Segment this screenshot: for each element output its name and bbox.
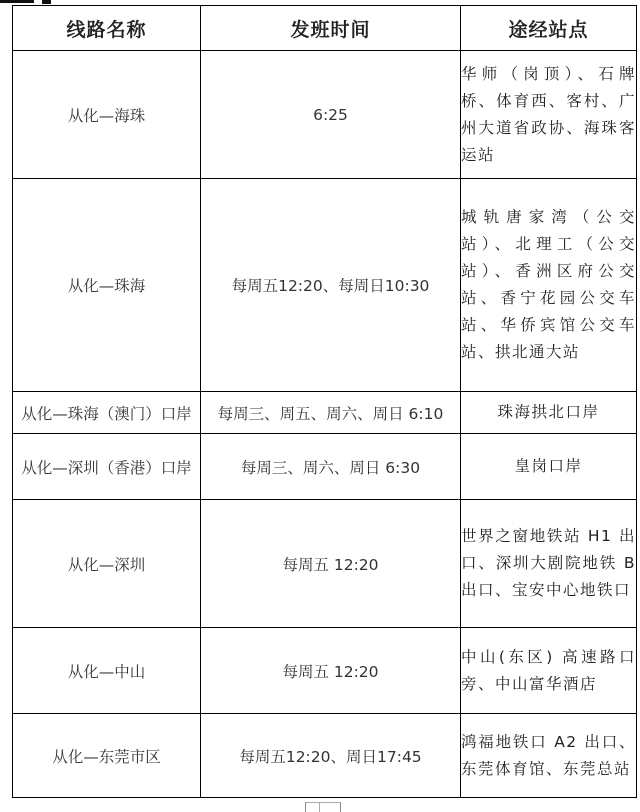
stops-cell: 世界之窗地铁站 H1 出口、深圳大剧院地铁 B 出口、宝安中心地铁口: [461, 500, 637, 628]
route-name-cell: 从化—中山: [13, 628, 201, 714]
route-name-cell: 从化—海珠: [13, 51, 201, 179]
table-header-row: [13, 6, 637, 51]
route-name-cell: 从化—深圳: [13, 500, 201, 628]
route-name-cell: 从化—东莞市区: [13, 714, 201, 798]
route-name-cell: 从化—珠海（澳门）口岸: [13, 392, 201, 434]
header-route-name: 线路名称: [13, 6, 201, 51]
schedule-cell: 每周五 12:20: [201, 500, 461, 628]
schedule-cell: 每周三、周五、周六、周日 6:10: [201, 392, 461, 434]
stops-cell: 鸿福地铁口 A2 出口、东莞体育馆、东莞总站: [461, 714, 637, 798]
top-edge-mark-left: [0, 0, 34, 3]
schedule-cell: 6:25: [201, 51, 461, 179]
schedule-cell: 每周五12:20、周日17:45: [201, 714, 461, 798]
stops-cell: 珠海拱北口岸: [461, 392, 637, 434]
route-name-cell: 从化—珠海: [13, 179, 201, 392]
table-row: [13, 628, 637, 714]
table-row: [13, 500, 637, 628]
table-row: [13, 51, 637, 179]
bus-route-table: [12, 5, 637, 798]
stops-cell: 华师（岗顶）、石牌桥、体育西、客村、广州大道省政协、海珠客运站: [461, 51, 637, 179]
top-edge-mark: [0, 0, 640, 4]
table-row: [13, 714, 637, 798]
header-stops: 途经站点: [461, 6, 637, 51]
route-name-cell: 从化—深圳（香港）口岸: [13, 434, 201, 500]
top-edge-mark-right: [42, 0, 51, 4]
stops-cell: 皇岗口岸: [461, 434, 637, 500]
schedule-cell: 每周三、周六、周日 6:30: [201, 434, 461, 500]
schedule-cell: 每周五12:20、每周日10:30: [201, 179, 461, 392]
header-schedule: 发班时间: [201, 6, 461, 51]
stops-cell: 城轨唐家湾（公交站）、北理工（公交站）、香洲区府公交站、香宁花园公交车站、华侨宾馆公交车站、拱北通大站: [461, 179, 637, 392]
table-row: [13, 392, 637, 434]
schedule-cell: 每周五 12:20: [201, 628, 461, 714]
stops-cell: 中山(东区) 高速路口旁、中山富华酒店: [461, 628, 637, 714]
table-row: [13, 179, 637, 392]
table-row: [13, 434, 637, 500]
